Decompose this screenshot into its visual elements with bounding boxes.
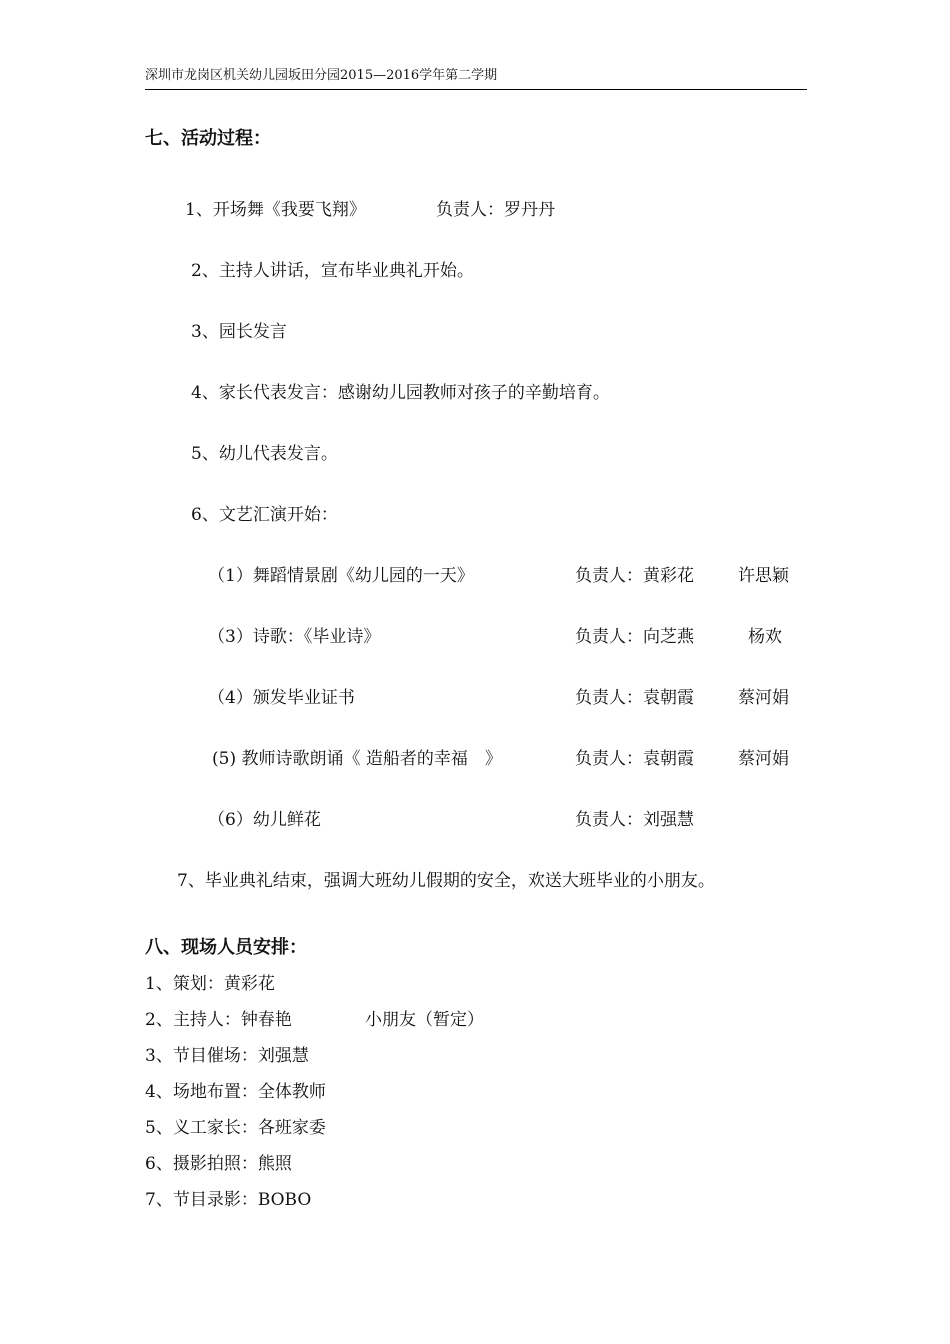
program-owner: 负责人：向芝燕 xyxy=(575,627,694,647)
step-2: 2、主持人讲话，宣布毕业典礼开始。 xyxy=(191,261,474,281)
step-5: 5、幼儿代表发言。 xyxy=(191,444,338,464)
program-text: （6）幼儿鲜花 xyxy=(208,810,321,830)
step-3: 3、园长发言 xyxy=(191,322,287,342)
staff-item xyxy=(145,1008,545,1032)
page-header xyxy=(145,66,807,90)
program-text: (5) 教师诗歌朗诵《 造船者的幸福 》 xyxy=(212,749,502,769)
program-owner-2: 许思颖 xyxy=(738,566,789,586)
staff-item: 6、摄影拍照：熊照 xyxy=(145,1154,292,1174)
staff-item: 7、节目录影：BOBO xyxy=(145,1190,312,1210)
program-owner-2: 蔡河娟 xyxy=(738,749,789,769)
staff-item: 1、策划：黄彩花 xyxy=(145,974,275,994)
program-item xyxy=(212,747,812,771)
step-4: 4、家长代表发言：感谢幼儿园教师对孩子的辛勤培育。 xyxy=(191,383,610,403)
section-8-title: 八、现场人员安排： xyxy=(145,937,307,958)
step-1-text: 1、开场舞《我要飞翔》 xyxy=(185,200,366,220)
program-owner: 负责人：刘强慧 xyxy=(575,810,694,830)
staff-item: 5、义工家长：各班家委 xyxy=(145,1118,326,1138)
header-title: 深圳市龙岗区机关幼儿园坂田分园2015—2016学年第二学期 xyxy=(145,68,498,83)
program-text: （4）颁发毕业证书 xyxy=(208,688,355,708)
program-text: （3）诗歌：《毕业诗》 xyxy=(208,627,381,647)
program-text: （1）舞蹈情景剧《幼儿园的一天》 xyxy=(208,566,474,586)
step-1-owner: 负责人：罗丹丹 xyxy=(436,200,555,220)
staff-item-extra: 小朋友（暂定） xyxy=(365,1010,484,1030)
staff-item: 3、节目催场：刘强慧 xyxy=(145,1046,309,1066)
step-7: 7、毕业典礼结束，强调大班幼儿假期的安全，欢送大班毕业的小朋友。 xyxy=(177,871,715,891)
program-owner: 负责人：袁朝霞 xyxy=(575,688,694,708)
step-6: 6、文艺汇演开始： xyxy=(191,505,338,525)
staff-item: 4、场地布置：全体教师 xyxy=(145,1082,326,1102)
program-item xyxy=(208,625,808,649)
program-item xyxy=(208,808,808,832)
staff-item-text: 2、主持人：钟春艳 xyxy=(145,1010,292,1030)
section-7-title: 七、活动过程： xyxy=(145,128,271,149)
program-item xyxy=(208,564,808,588)
program-owner-2: 杨欢 xyxy=(748,627,782,647)
program-owner: 负责人：黄彩花 xyxy=(575,566,694,586)
program-owner-2: 蔡河娟 xyxy=(738,688,789,708)
program-item xyxy=(208,686,808,710)
program-owner: 负责人：袁朝霞 xyxy=(575,749,694,769)
